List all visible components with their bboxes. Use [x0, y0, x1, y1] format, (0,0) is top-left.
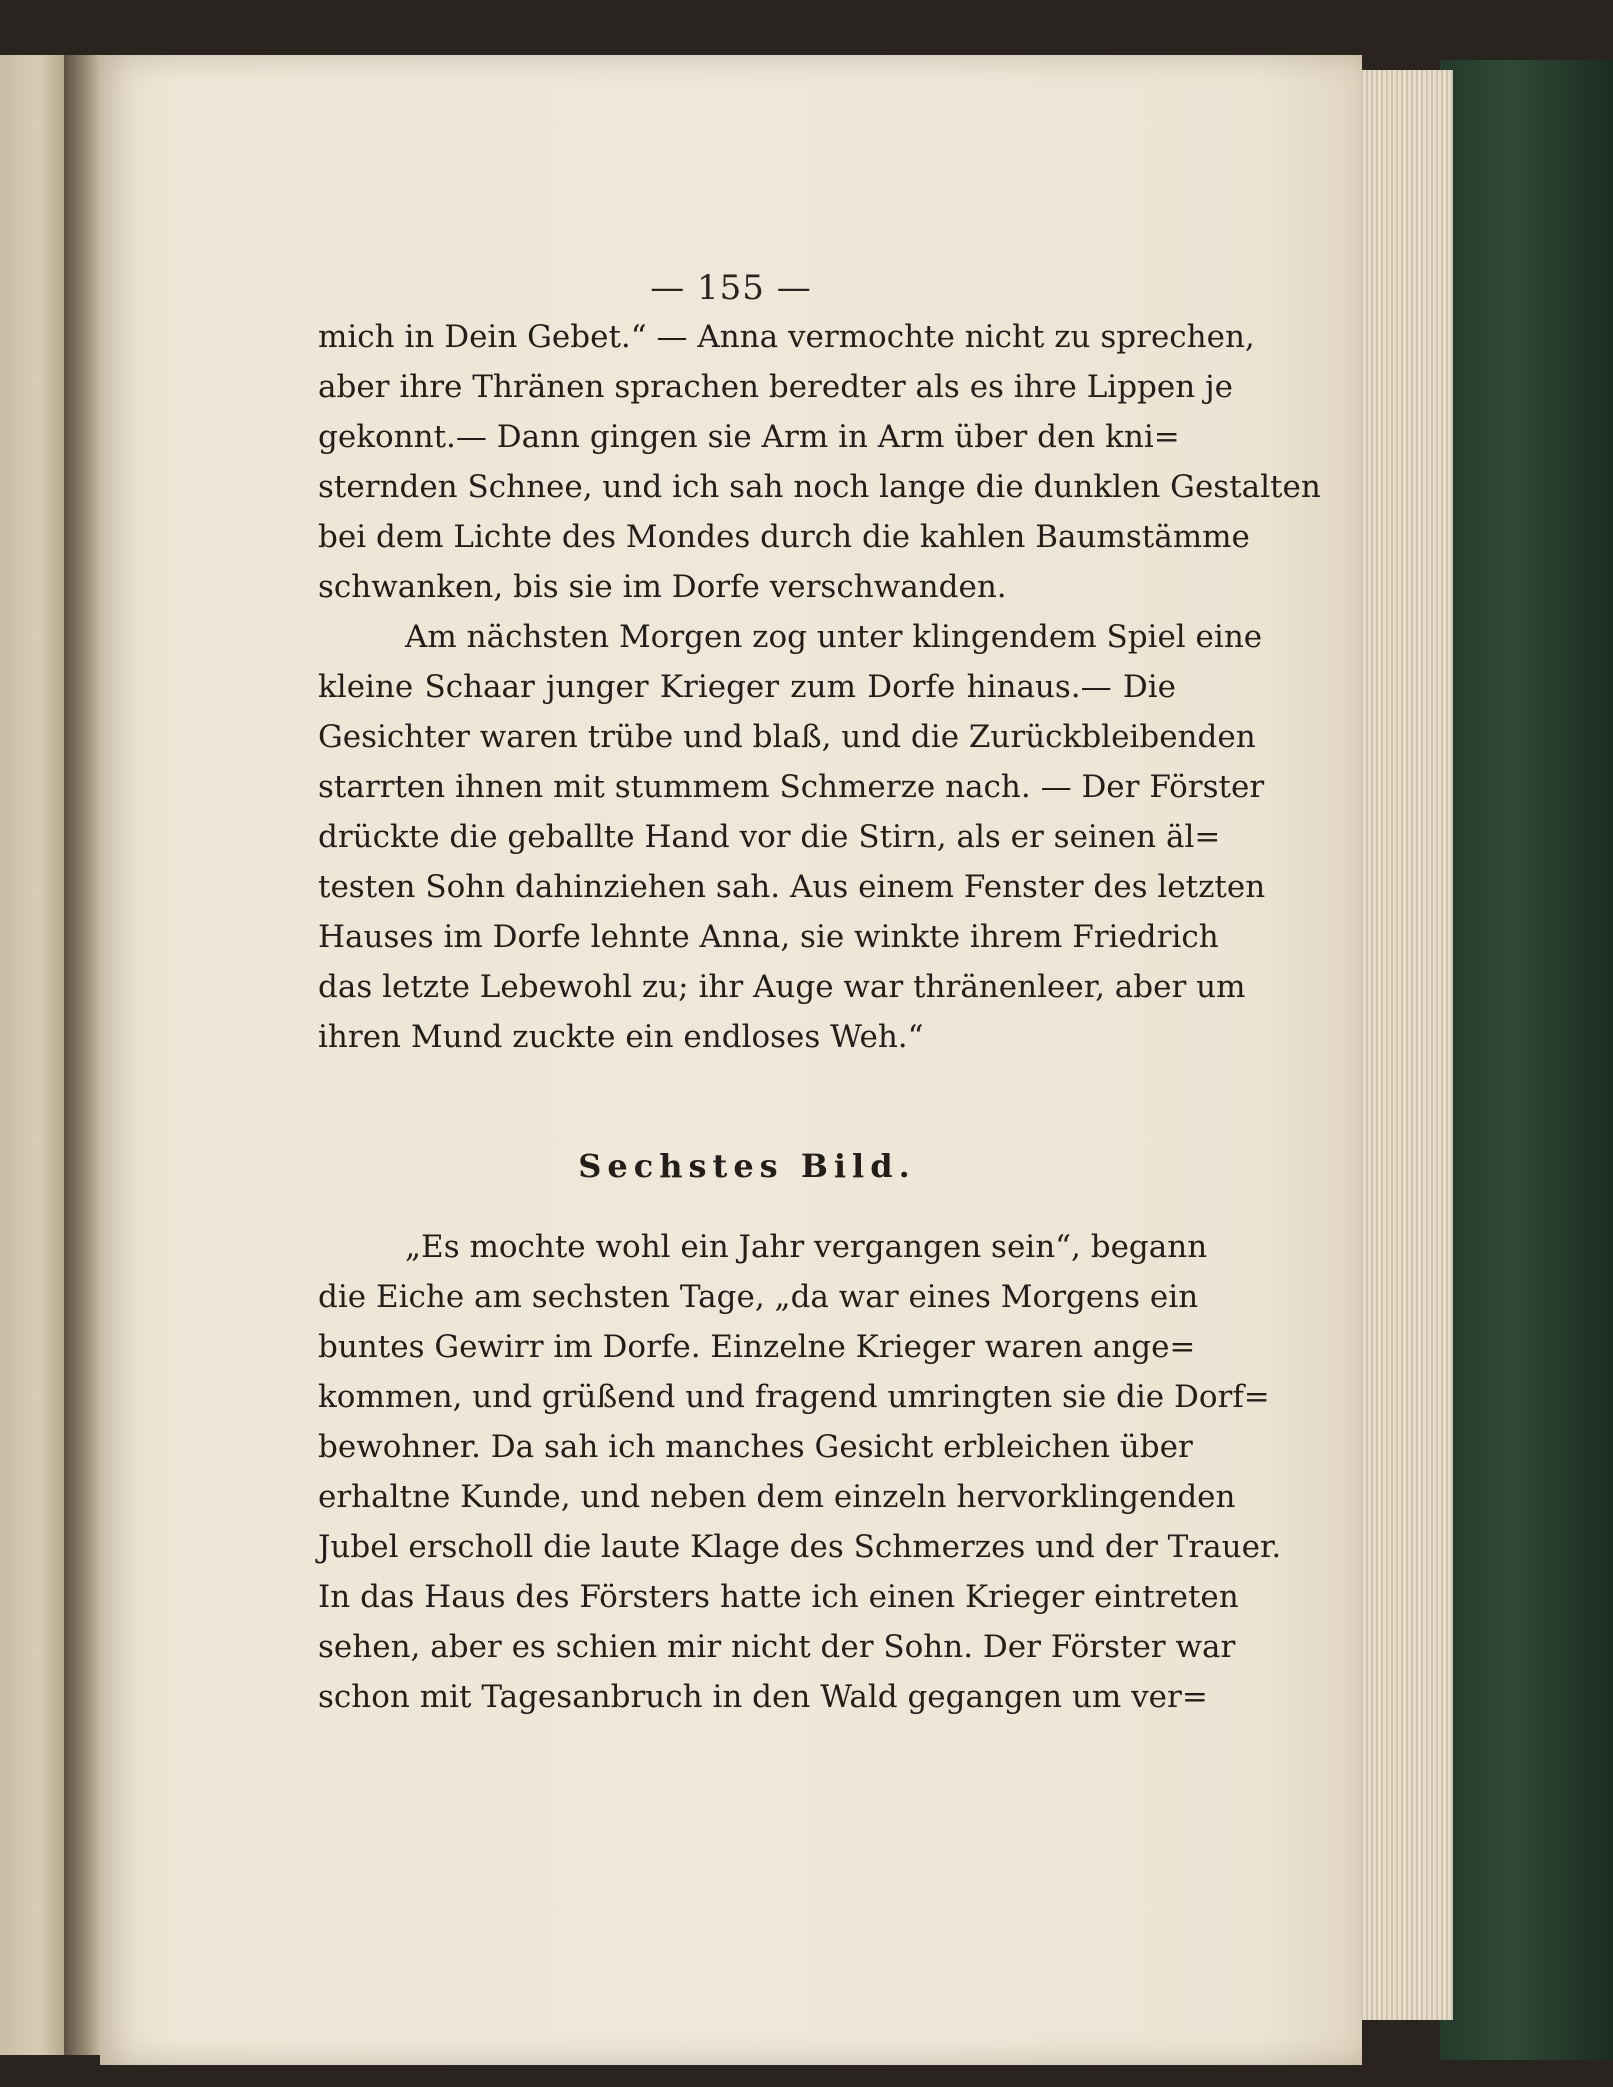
text-line: bewohner. Da sah ich manches Gesicht erbleichen über — [318, 1429, 1193, 1465]
text-line: schon mit Tagesanbruch in den Wald gegangen um ver= — [318, 1679, 1208, 1715]
text-line: die Eiche am sechsten Tage, „da war eines Morgens ein — [318, 1279, 1199, 1315]
text-line: Jubel erscholl die laute Klage des Schmerzes und der Trauer. — [318, 1529, 1282, 1565]
book-page — [100, 55, 1362, 2065]
text-line: testen Sohn dahinziehen sah. Aus einem Fenster des letzten — [318, 869, 1266, 905]
page-edges — [1358, 70, 1453, 2020]
text-line: das letzte Lebewohl zu; ihr Auge war thränenleer, aber um — [318, 969, 1246, 1005]
text-line: starrten ihnen mit stummem Schmerze nach. — Der Förster — [318, 769, 1265, 805]
text-line: bei dem Lichte des Mondes durch die kahlen Baumstämme — [318, 519, 1250, 555]
text-line: Gesichter waren trübe und blaß, und die Zurückbleibenden — [318, 719, 1256, 755]
section-heading: Sechstes Bild. — [578, 1147, 916, 1185]
text-line: buntes Gewirr im Dorfe. Einzelne Krieger waren ange= — [318, 1329, 1196, 1365]
text-line: mich in Dein Gebet.“ — Anna vermochte nicht zu sprechen, — [318, 319, 1255, 355]
text-line: Hauses im Dorfe lehnte Anna, sie winkte ihrem Friedrich — [318, 919, 1219, 955]
text-line: erhaltne Kunde, und neben dem einzeln hervorklingenden — [318, 1479, 1236, 1515]
text-line: drückte die geballte Hand vor die Stirn, als er seinen äl= — [318, 819, 1221, 855]
page-number: — 155 — — [650, 268, 812, 308]
text-line: sehen, aber es schien mir nicht der Sohn. Der Förster war — [318, 1629, 1236, 1665]
text-line: gekonnt.— Dann gingen sie Arm in Arm über den kni= — [318, 419, 1180, 455]
text-line: In das Haus des Försters hatte ich einen Krieger eintreten — [318, 1579, 1239, 1615]
text-line: kleine Schaar junger Krieger zum Dorfe hinaus.— Die — [318, 669, 1176, 705]
left-page-edge — [0, 55, 67, 2055]
text-line: sternden Schnee, und ich sah noch lange die dunklen Gestalten — [318, 469, 1321, 505]
text-line: Am nächsten Morgen zog unter klingendem Spiel eine — [405, 619, 1263, 655]
text-line: ihren Mund zuckte ein endloses Weh.“ — [318, 1019, 924, 1055]
text-line: „Es mochte wohl ein Jahr vergangen sein“, begann — [405, 1229, 1208, 1265]
text-line: kommen, und grüßend und fragend umringten sie die Dorf= — [318, 1379, 1270, 1415]
text-line: aber ihre Thränen sprachen beredter als es ihre Lippen je — [318, 369, 1234, 405]
text-line: schwanken, bis sie im Dorfe verschwanden. — [318, 569, 1007, 605]
book-gutter — [64, 55, 102, 2055]
book-cover — [1440, 60, 1613, 2060]
